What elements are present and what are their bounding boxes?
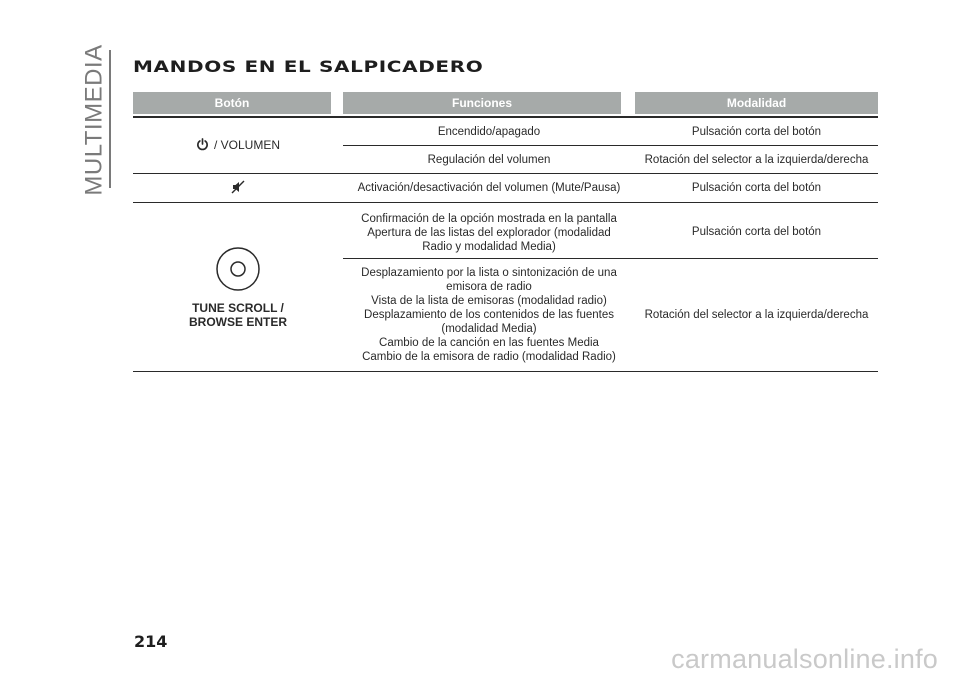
- mode-text: Pulsación corta del botón: [691, 226, 822, 238]
- mode-text: Pulsación corta del botón: [691, 182, 822, 194]
- function-text: Desplazamiento por la lista o sintonización de una emisora de radio Vista de la lista de emisoras (modalidad radio) Desplazamiento de los contenidos de las fuentes (modalidad Media) Cambio de la canción en las fuentes Media Cambio de la emisora de radio (modalidad Radio): [361, 267, 617, 363]
- mode-text: Pulsación corta del botón: [691, 125, 822, 138]
- side-tab-label: MULTIMEDIA: [81, 44, 109, 196]
- table-group-power-volume: [133, 118, 878, 174]
- button-cell-tune-scroll: [133, 203, 343, 371]
- button-label-tune-scroll: TUNE SCROLL / BROWSE ENTER: [188, 300, 287, 329]
- function-text: Confirmación de la opción mostrada en la pantalla Apertura de las listas del explorador (modalidad Radio y modalidad Media): [361, 213, 617, 253]
- button-label-volume: / VOLUMEN: [213, 137, 280, 152]
- header-button: Botón: [133, 92, 331, 114]
- header-functions: Funciones: [343, 92, 621, 114]
- table-row: [343, 145, 878, 173]
- controls-table: [133, 92, 878, 372]
- table-row: [343, 258, 878, 371]
- section-title: MANDOS EN EL SALPICADERO: [133, 57, 484, 76]
- table-group-tune-scroll: [133, 203, 878, 372]
- function-text: Regulación del volumen: [427, 153, 551, 166]
- watermark: carmanualsonline.info: [671, 644, 938, 674]
- page-number: 214: [134, 632, 168, 651]
- table-row: [343, 203, 878, 258]
- mode-text: Rotación del selector a la izquierda/derecha: [644, 153, 869, 166]
- button-cell-power-volume: [133, 118, 343, 173]
- function-text: Encendido/apagado: [437, 125, 541, 138]
- header-mode: Modalidad: [635, 92, 878, 114]
- mode-text: Rotación del selector a la izquierda/derecha: [644, 309, 869, 321]
- button-cell-mute: [133, 174, 343, 202]
- mute-icon: [231, 180, 245, 197]
- table-row: [343, 174, 878, 202]
- side-tab: [80, 44, 110, 196]
- table-row: [343, 118, 878, 145]
- power-icon: [196, 138, 209, 154]
- table-group-mute: [133, 174, 878, 203]
- table-header: [133, 92, 878, 114]
- side-tab-rule: [109, 50, 111, 188]
- knob-icon: [215, 246, 261, 295]
- function-text: Activación/desactivación del volumen (Mute/Pausa): [357, 182, 621, 194]
